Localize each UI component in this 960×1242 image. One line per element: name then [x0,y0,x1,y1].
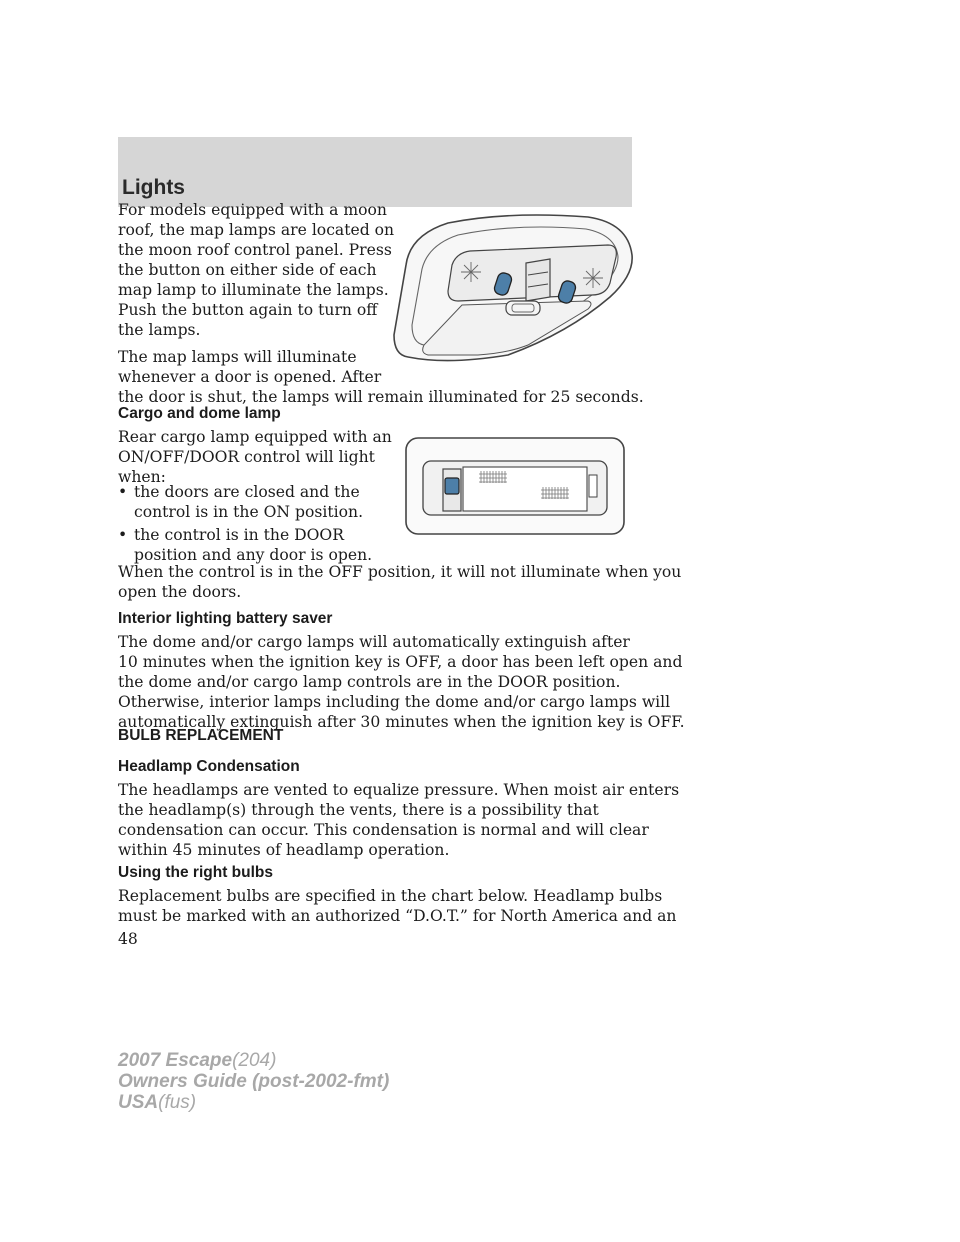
heading-bulb-replacement: BULB REPLACEMENT [118,727,284,744]
heading-headlamp-condensation: Headlamp Condensation [118,758,300,775]
heading-cargo-dome-lamp: Cargo and dome lamp [118,405,281,422]
overhead-console-map-lamps-icon [388,205,636,363]
cargo-off-paragraph: When the control is in the OFF position, it will not illuminate when you open the doors. [118,563,682,601]
document-footer: 2007 Escape(204) Owners Guide (post-2002-fmt) USA(fus) [118,1050,390,1113]
battery-saver-paragraph: The dome and/or cargo lamps will automatically extinguish after 10 minutes when the ignition key is OFF, a door has been left open and the dome and/or cargo lamp controls are in the DOOR position. Otherwise, interior lamps including the dome and/or cargo lamps will automatically extinguish after 30 minutes when the ignition key is OFF. [118,633,685,731]
section-header-band [118,137,632,207]
moon-roof-paragraph: For models equipped with a moon roof, the map lamps are located on the moon roof control panel. Press the button on either side of each map lamp to illuminate the lamps. Push the button again to turn off the lamps. [118,201,395,339]
section-title: Lights [122,176,185,199]
bullet-mark: • [118,526,128,544]
cargo-lamp-switch-icon [405,437,625,535]
map-lamps-paragraph: The map lamps will illuminate whenever a door is opened. After the door is shut, the lamps will remain illuminated for 25 seconds. [118,348,644,406]
right-bulbs-paragraph: Replacement bulbs are specified in the chart below. Headlamp bulbs must be marked with an authorized “D.O.T.” for North America and an [118,887,677,925]
heading-using-right-bulbs: Using the right bulbs [118,864,273,881]
cargo-intro-paragraph: Rear cargo lamp equipped with an ON/OFF/DOOR control will light when: [118,428,392,486]
bullet-mark: • [118,483,128,501]
heading-battery-saver: Interior lighting battery saver [118,610,333,627]
condensation-paragraph: The headlamps are vented to equalize pressure. When moist air enters the headlamp(s) through the vents, there is a possibility that condensation can occur. This condensation is normal and will clear within 45 minutes of headlamp operation. [118,781,680,859]
page-number: 48 [118,930,138,948]
